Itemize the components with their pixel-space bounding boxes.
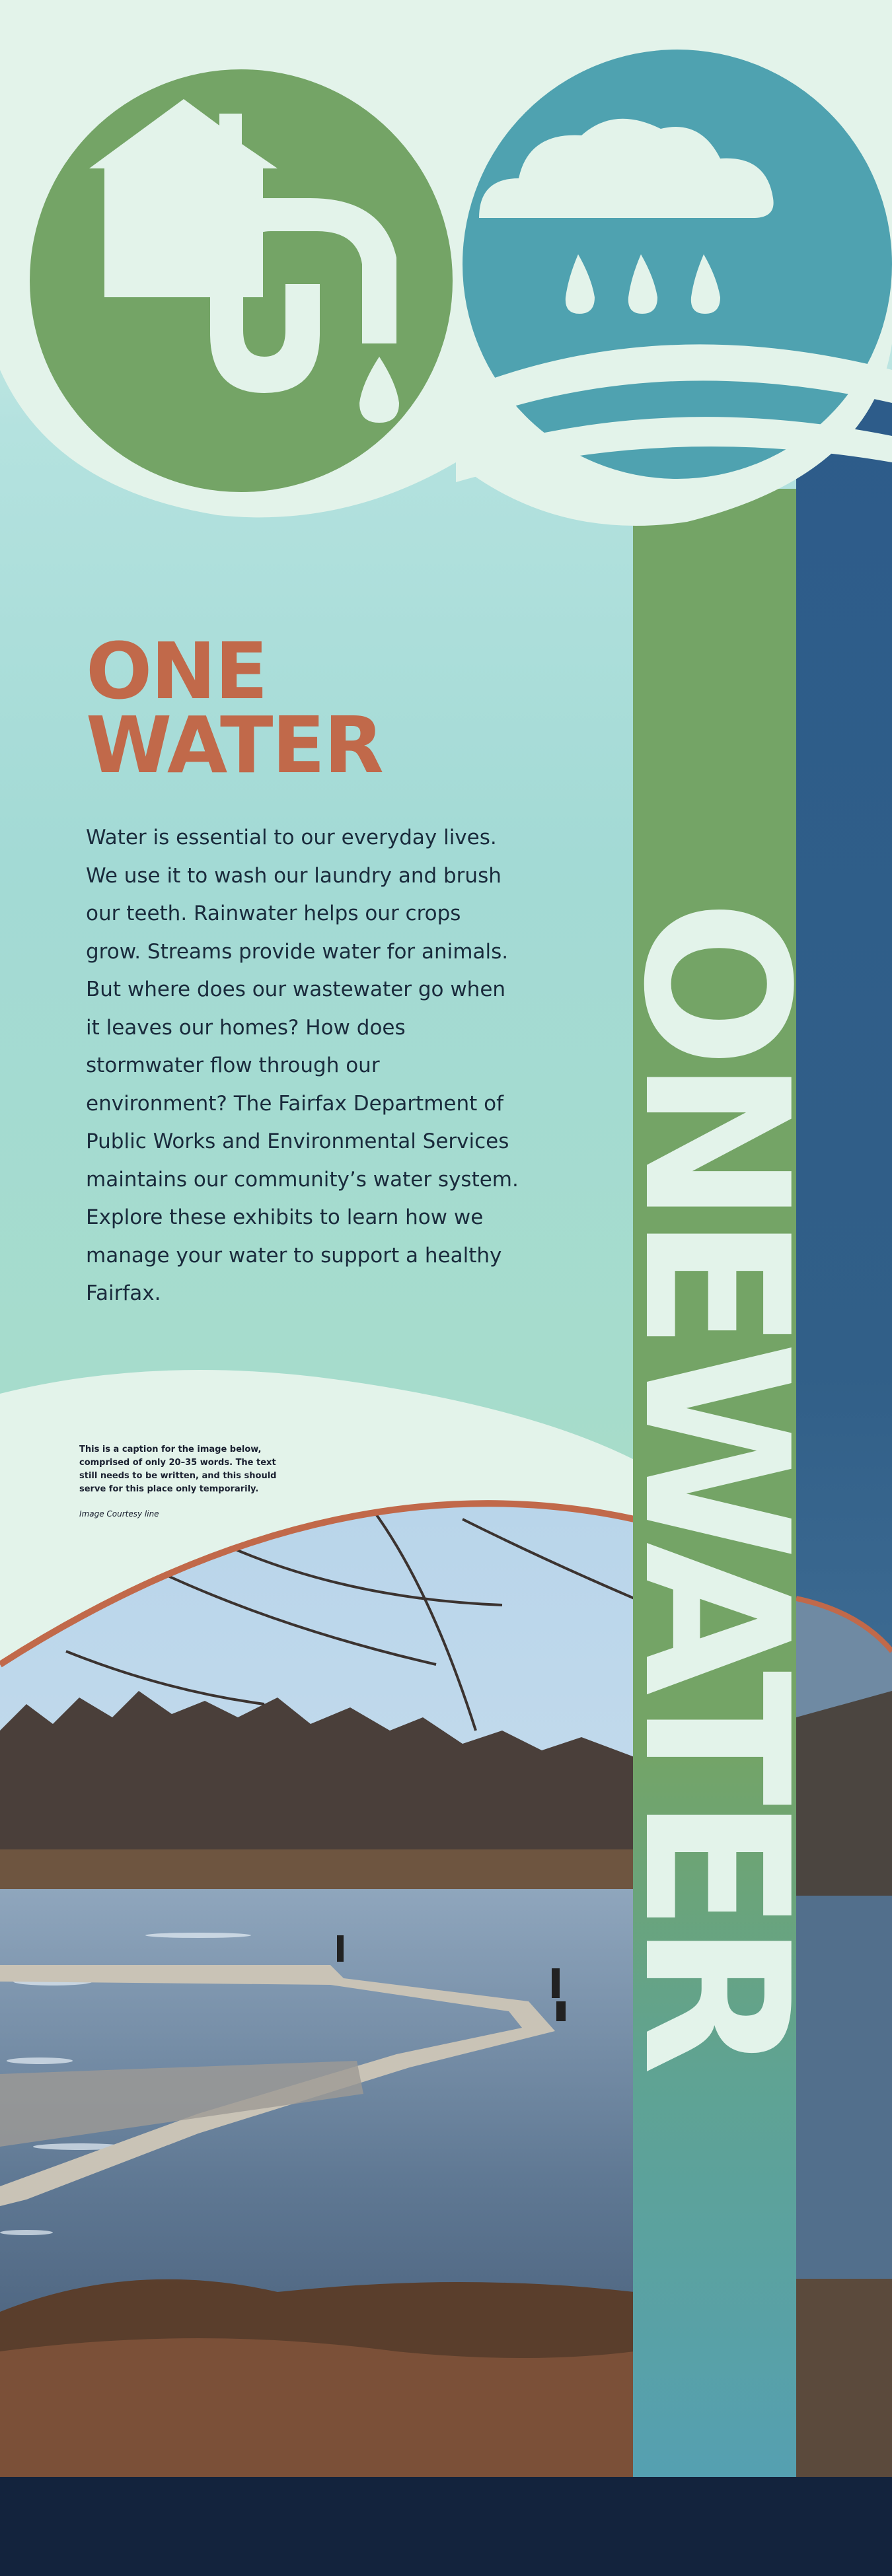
photo-credit: Image Courtesy line: [79, 1509, 159, 1519]
vertical-title-bar: [599, 489, 831, 2477]
title-line-two: WATER: [86, 699, 383, 791]
page-title: [86, 626, 383, 791]
photo-caption: This is a caption for the image below, comprised of only 20–35 words. The text still needs to be written, and this should serve for this place only temporarily.: [79, 1445, 277, 1494]
icon-header: [0, 0, 892, 528]
house-wastewater-icon: [30, 69, 453, 492]
footer-band: [0, 2477, 892, 2576]
vertical-title: ONEWATER: [599, 900, 831, 2066]
intro-paragraph: Water is essential to our everyday lives. We use it to wash our laundry and brush our teeth. Rainwater helps our crops grow. Streams provide water for animals. But where does our wastewater go when it leaves our homes? How does stormwater flow through our environment? The Fairfax Department of Public Works and Environmental Services maintains our community’s water system. Explore these exhibits to learn how we manage your water to support a healthy Fairfax.: [86, 826, 519, 1305]
title-line-one: ONE: [86, 626, 267, 717]
